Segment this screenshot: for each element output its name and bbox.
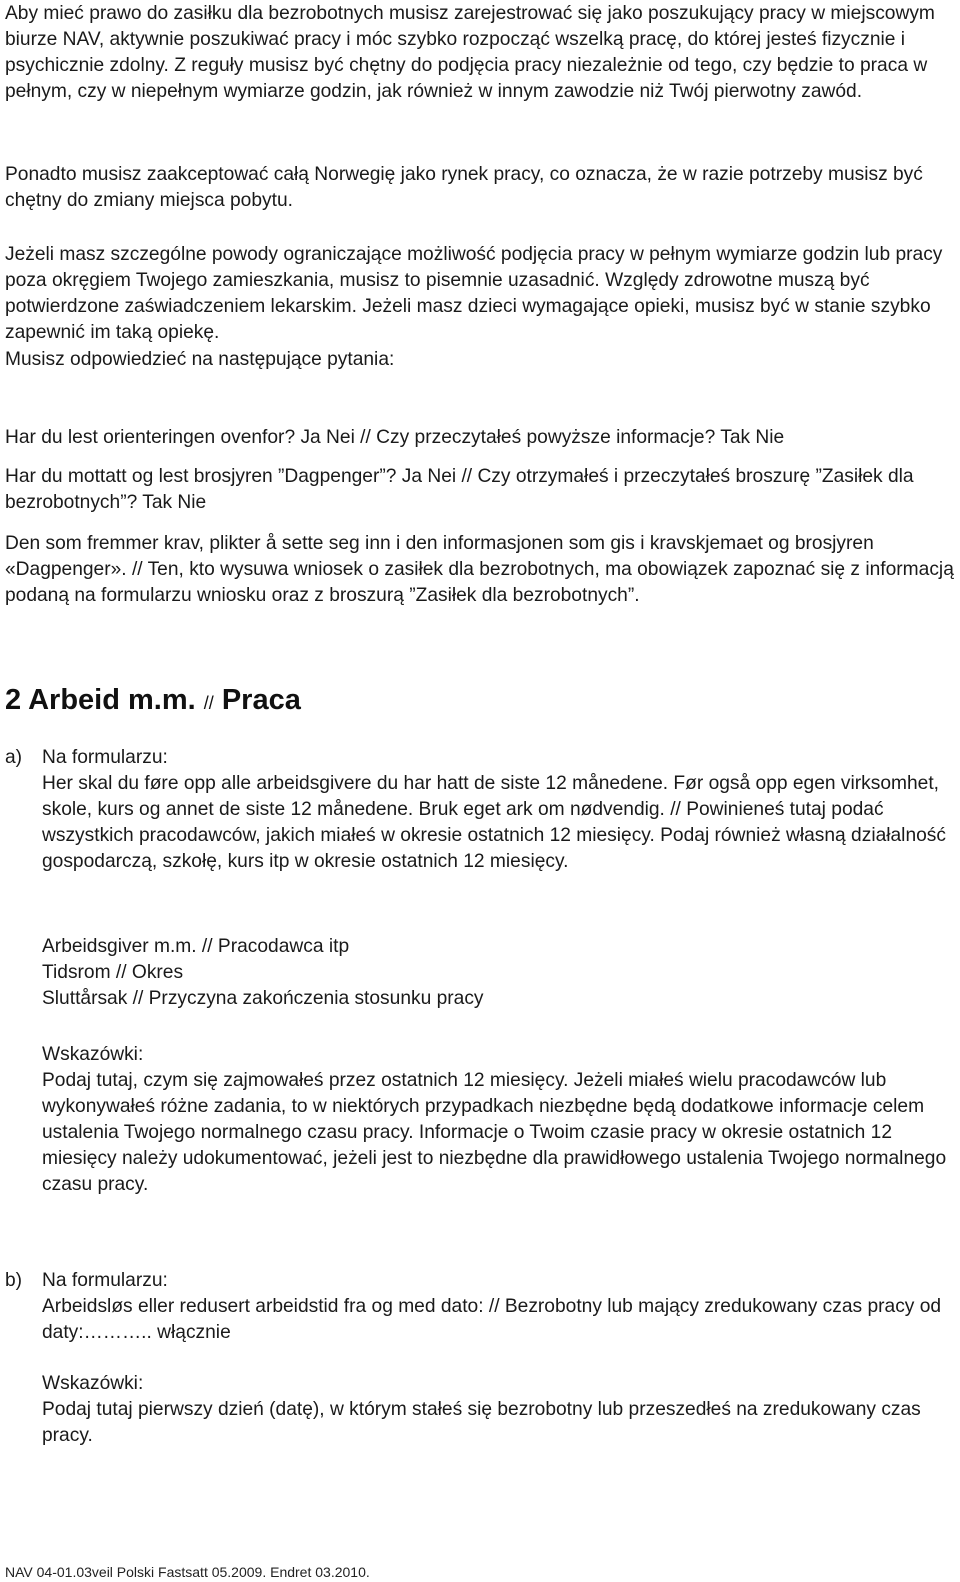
item-a-form-heading: Na formularzu: xyxy=(42,747,168,768)
question-2: Har du mottatt og lest brosjyren ”Dagpenger”? Ja Nei // Czy otrzymałeś i przeczytałeś broszurę ”Zasiłek dla bezrobotnych”? Tak Nie xyxy=(5,466,914,513)
item-b-text: Arbeidsløs eller redusert arbeidstid fra og med dato: // Bezrobotny lub mający zredukowany czas pracy od daty:……….. włącznie xyxy=(42,1296,942,1343)
field-employer: Arbeidsgiver m.m. // Pracodawca itp xyxy=(42,936,350,957)
section-separator: // xyxy=(203,693,214,713)
item-a-hints-heading: Wskazówki: xyxy=(42,1044,144,1065)
item-a-text: Her skal du føre opp alle arbeidsgivere du har hatt de siste 12 månedene. Før også opp egen virksomhet, skole, kurs og annet de siste 12 månedene. Bruk eget ark om nødvendig. // Powinieneś tutaj podać wszystkich pracodawców, jakich miałeś w okresie ostatnich 12 miesięcy. Podaj również własną działalność gospodarczą, szkołę, kurs itp w okresie ostatnich 12 miesięcy. xyxy=(42,773,946,872)
item-a-hints-text: Podaj tutaj, czym się zajmowałeś przez ostatnich 12 miesięcy. Jeżeli miałeś wielu pracodawców lub wykonywałeś różne zadania, to w niektórych przypadkach niezbędne będą dodatkowe informacje celem ustalenia Twojego normalnego czasu pracy. Informacje o Twoim czasie pracy w okresie ostatnich 12 miesięcy należy udokumentować, jeżeli jest to niezbędne dla prawidłowego ustalenia Twojego normalnego czasu pracy. xyxy=(42,1070,947,1195)
item-a-body xyxy=(42,745,954,875)
intro-paragraph-3: Jeżeli masz szczególne powody ograniczające możliwość podjęcia pracy w pełnym wymiarze godzin lub pracy poza okręgiem Twojego zamieszkania, musisz to pisemnie uzasadnić. Względy zdrowotne muszą być potwierdzone zaświadczeniem lekarskim. Jeżeli masz dzieci wymagające opieki, musisz być w stanie szybko zapewnić im taką opiekę. xyxy=(5,244,943,343)
item-b-hints xyxy=(42,1371,954,1449)
section-number-title: 2 Arbeid m.m. xyxy=(5,684,196,716)
obligation-statement: Den som fremmer krav, plikter å sette seg inn i den informasjonen som gis i kravskjemaet og brosjyren «Dagpenger». // Ten, kto wysuwa wniosek o zasiłek dla bezrobotnych, ma obowiązek zapoznać się z informacją podaną na formularzu wniosku oraz z broszurą ”Zasiłek dla bezrobotnych”. xyxy=(5,533,954,606)
item-a-label: a) xyxy=(5,747,23,768)
item-b-hints-text: Podaj tutaj pierwszy dzień (datę), w którym stałeś się bezrobotny lub przeszedłeś na zredukowany czas pracy. xyxy=(42,1399,921,1446)
item-b-label: b) xyxy=(5,1270,23,1291)
intro-paragraph-2: Ponadto musisz zaakceptować całą Norwegię jako rynek pracy, co oznacza, że w razie potrzeby musisz być chętny do zmiany miejsca pobytu. xyxy=(5,164,923,211)
questions-heading: Musisz odpowiedzieć na następujące pytania: xyxy=(5,349,395,370)
page-footer: NAV 04-01.03veil Polski Fastsatt 05.2009. Endret 03.2010. xyxy=(5,1564,370,1580)
section-title-pl: Praca xyxy=(221,684,301,716)
item-a-hints xyxy=(42,1042,954,1198)
section-heading xyxy=(5,683,301,720)
item-b-form-heading: Na formularzu: xyxy=(42,1270,168,1291)
field-period: Tidsrom // Okres xyxy=(42,962,184,983)
intro-paragraph-1: Aby mieć prawo do zasiłku dla bezrobotnych musisz zarejestrować się jako poszukujący pracy w miejscowym biurze NAV, aktywnie poszukiwać pracy i móc szybko rozpocząć wszelką pracę, do której jesteś fizycznie i psychicznie zdolny. Z reguły musisz być chętny do podjęcia pracy niezależnie od tego, czy będzie to praca w pełnym, czy w niepełnym wymiarze godzin, jak również w innym zawodzie niż Twój pierwotny zawód. xyxy=(5,3,935,102)
item-b-body xyxy=(42,1268,954,1346)
field-end-reason: Sluttårsak // Przyczyna zakończenia stosunku pracy xyxy=(42,988,484,1009)
item-a-fields xyxy=(42,934,484,1012)
question-1: Har du lest orienteringen ovenfor? Ja Nei // Czy przeczytałeś powyższe informacje? Tak Nie xyxy=(5,427,785,448)
item-b-hints-heading: Wskazówki: xyxy=(42,1373,144,1394)
